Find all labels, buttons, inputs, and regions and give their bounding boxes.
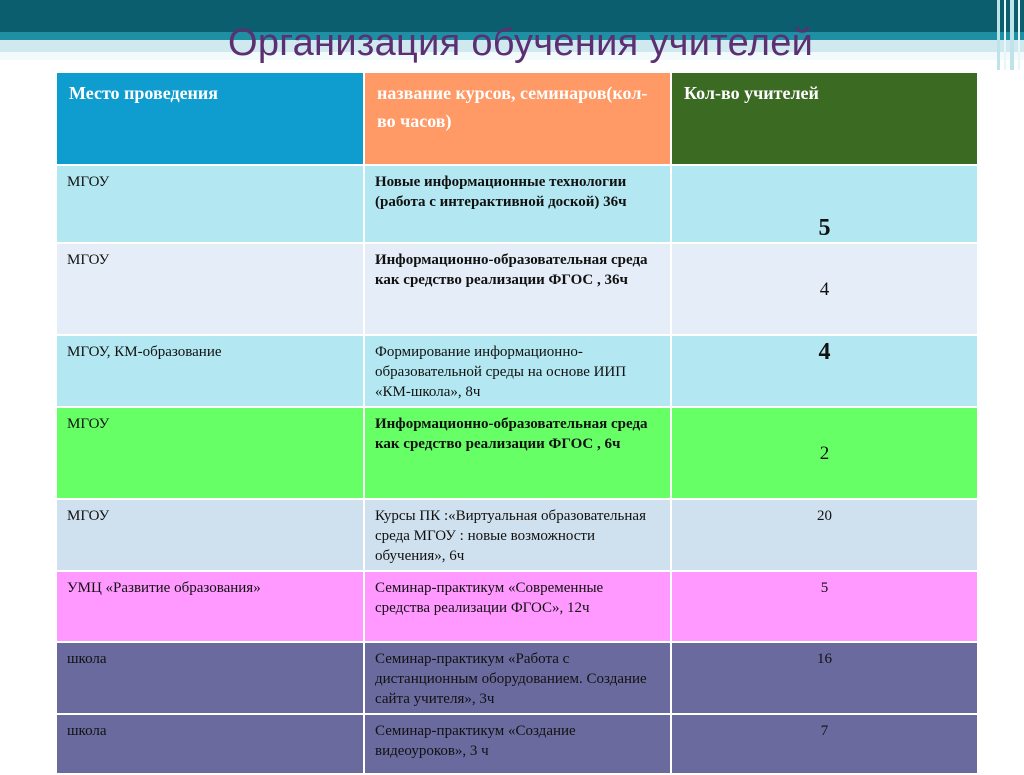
table-row <box>56 642 978 714</box>
table-row <box>56 499 978 571</box>
cell-place: МГОУ <box>56 499 364 571</box>
cell-place: УМЦ «Развитие образования» <box>56 571 364 642</box>
cell-count: 5 <box>671 165 978 243</box>
decor-stripe <box>1004 0 1006 70</box>
table-row <box>56 571 978 642</box>
cell-place: школа <box>56 714 364 774</box>
training-table <box>55 71 979 775</box>
cell-course: Информационно-образовательная среда как средство реализации ФГОС , 6ч <box>364 407 671 499</box>
cell-count: 4 <box>671 243 978 335</box>
table-header-row <box>56 72 978 165</box>
cell-count: 4 <box>671 335 978 407</box>
decor-stripe <box>1010 0 1014 70</box>
table-row <box>56 243 978 335</box>
cell-count: 16 <box>671 642 978 714</box>
cell-course: Семинар-практикум «Работа с дистанционным оборудованием. Создание сайта учителя», 3ч <box>364 642 671 714</box>
cell-course: Курсы ПК :«Виртуальная образовательная среда МГОУ : новые возможности обучения», 6ч <box>364 499 671 571</box>
cell-count: 7 <box>671 714 978 774</box>
table-row <box>56 407 978 499</box>
cell-place: МГОУ <box>56 165 364 243</box>
cell-count: 5 <box>671 571 978 642</box>
cell-course: Новые информационные технологии (работа с интерактивной доской) 36ч <box>364 165 671 243</box>
page-title: Организация обучения учителей <box>228 22 814 64</box>
cell-place: МГОУ <box>56 243 364 335</box>
cell-place: МГОУ <box>56 407 364 499</box>
table-row <box>56 335 978 407</box>
table-row <box>56 165 978 243</box>
decor-stripe <box>997 0 1000 70</box>
cell-count: 2 <box>671 407 978 499</box>
cell-course: Формирование информационно-образовательной среды на основе ИИП «КМ-школа», 8ч <box>364 335 671 407</box>
decor-stripe <box>1018 0 1020 70</box>
cell-course: Семинар-практикум «Современные средства реализации ФГОС», 12ч <box>364 571 671 642</box>
cell-course: Семинар-практикум «Создание видеоуроков», 3 ч <box>364 714 671 774</box>
table-row <box>56 714 978 774</box>
header-place: Место проведения <box>56 72 364 165</box>
header-course: название курсов, семинаров(кол-во часов) <box>364 72 671 165</box>
cell-place: школа <box>56 642 364 714</box>
cell-count: 20 <box>671 499 978 571</box>
header-count: Кол-во учителей <box>671 72 978 165</box>
cell-place: МГОУ, КМ-образование <box>56 335 364 407</box>
cell-course: Информационно-образовательная среда как средство реализации ФГОС , 36ч <box>364 243 671 335</box>
